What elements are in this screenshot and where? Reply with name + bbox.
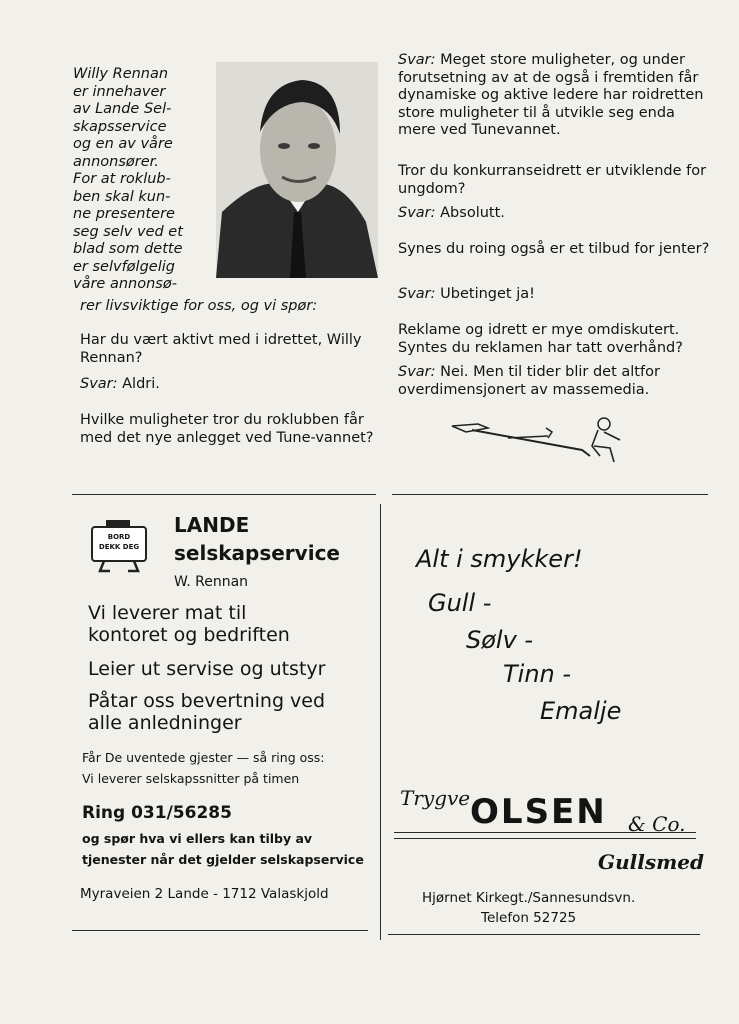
answer-5	[398, 364, 710, 399]
interview-intro-line: er innehaver	[73, 83, 166, 100]
jewelry-headline: Alt i smykker!	[416, 545, 583, 573]
interview-intro-line: seg selv ved et	[73, 223, 183, 240]
answer-4-label: Svar:	[398, 286, 436, 302]
right-ad-address: Hjørnet Kirkegt./Sannesundsvn.	[422, 890, 636, 906]
divider-bottom-left	[72, 930, 368, 931]
firm-rule-1	[394, 832, 696, 833]
question-4: Synes du roing også er et tilbud for jenter?	[398, 241, 710, 257]
answer-3-text: Absolutt.	[440, 205, 505, 221]
service-line-3: Påtar oss bevertning ved alle anledninger	[88, 690, 326, 734]
answer-4-text: Ubetinget ja!	[440, 286, 535, 302]
interview-intro-line: annonsører.	[73, 153, 159, 170]
answer-5-label: Svar:	[398, 364, 436, 380]
owner-name: W. Rennan	[174, 574, 249, 590]
interview-intro-last-line: rer livsviktige for oss, og vi spør:	[80, 298, 318, 314]
interview-intro-line: av Lande Sel-	[73, 101, 172, 117]
divider-top-right	[392, 494, 708, 495]
service-line-1: Vi leverer mat til kontoret og bedriften	[88, 602, 290, 646]
question-3: Tror du konkurranseidrett er utviklende for ungdom?	[398, 163, 707, 197]
interview-intro-line: våre annonsø-	[73, 276, 177, 292]
answer-1-label: Svar:	[80, 376, 118, 392]
rowing-sketch-illustration	[448, 412, 638, 472]
guests-line-2: Vi leverer selskapssnitter på timen	[82, 771, 300, 786]
firm-suffix: & Co.	[628, 812, 686, 836]
question-1: Har du vært aktivt med i idrettet, Willy Rennan?	[80, 332, 362, 366]
firm-name-olsen: OLSEN	[470, 792, 607, 832]
lande-title: LANDE	[174, 513, 250, 537]
interview-intro-line: Willy Rennan	[73, 66, 169, 82]
interview-intro-line: ne presentere	[73, 206, 175, 222]
bord-dekk-deg-logo	[88, 517, 150, 577]
answer-3-label: Svar:	[398, 205, 436, 221]
divider-top-left	[72, 494, 376, 495]
service-line-2: Leier ut servise og utstyr	[88, 658, 326, 680]
interview-intro-line: er selvfølgelig	[73, 258, 175, 275]
portrait-photo	[216, 62, 378, 278]
right-ad-phone: Telefon 52725	[481, 910, 577, 926]
question-5: Reklame og idrett er mye omdiskutert. Syntes du reklamen har tatt overhånd?	[398, 322, 683, 356]
guests-line-1: Får De uventede gjester — så ring oss:	[82, 750, 325, 765]
divider-vertical	[380, 504, 381, 940]
answer-2-text: Meget store muligheter, og under forutsetning av at de også i fremtiden får dynamiske og aktive ledere har roidretten store muligheter til å utvikle seg enda mere ved Tunevannet.	[398, 52, 704, 138]
more-services-line-2: tjenester når det gjelder selskapservice	[82, 852, 364, 867]
firm-first-name: Trygve	[400, 786, 471, 810]
answer-2-label: Svar:	[398, 52, 436, 68]
divider-bottom-right	[388, 934, 700, 935]
trade-gullsmed: Gullsmed	[598, 850, 704, 874]
selskapservice-title: selskapservice	[174, 541, 340, 565]
answer-1-text: Aldri.	[122, 376, 160, 392]
interview-intro-line: og en av våre	[73, 136, 173, 152]
interview-intro	[73, 66, 213, 294]
answer-5-text: Nei. Men til tider blir det altfor overdimensjonert av massemedia.	[398, 364, 660, 398]
metal-gull: Gull -	[428, 589, 492, 617]
interview-intro-line: skapsservice	[73, 118, 167, 135]
metal-tinn: Tinn -	[503, 660, 572, 688]
answer-4	[398, 286, 710, 304]
interview-intro-line: ben skal kun-	[73, 188, 171, 205]
answer-2	[398, 52, 710, 140]
question-2: Hvilke muligheter tror du roklubben får med det nye anlegget ved Tune-vannet?	[80, 412, 374, 446]
logo-text-line-2: DEKK DEG	[98, 543, 140, 551]
firm-rule-2	[394, 838, 696, 839]
more-services-line-1: og spør hva vi ellers kan tilby av	[82, 831, 313, 846]
metal-solv: Sølv -	[466, 626, 534, 654]
interview-intro-line: For at roklub-	[73, 171, 171, 187]
answer-3	[398, 205, 710, 223]
metal-emalje: Emalje	[540, 697, 622, 725]
answer-1	[80, 376, 380, 394]
logo-text-line-1: BORD	[107, 533, 131, 541]
left-ad-address: Myraveien 2 Lande - 1712 Valaskjold	[80, 886, 329, 902]
phone-number: Ring 031/56285	[82, 803, 232, 823]
interview-intro-line: blad som dette	[73, 241, 183, 257]
